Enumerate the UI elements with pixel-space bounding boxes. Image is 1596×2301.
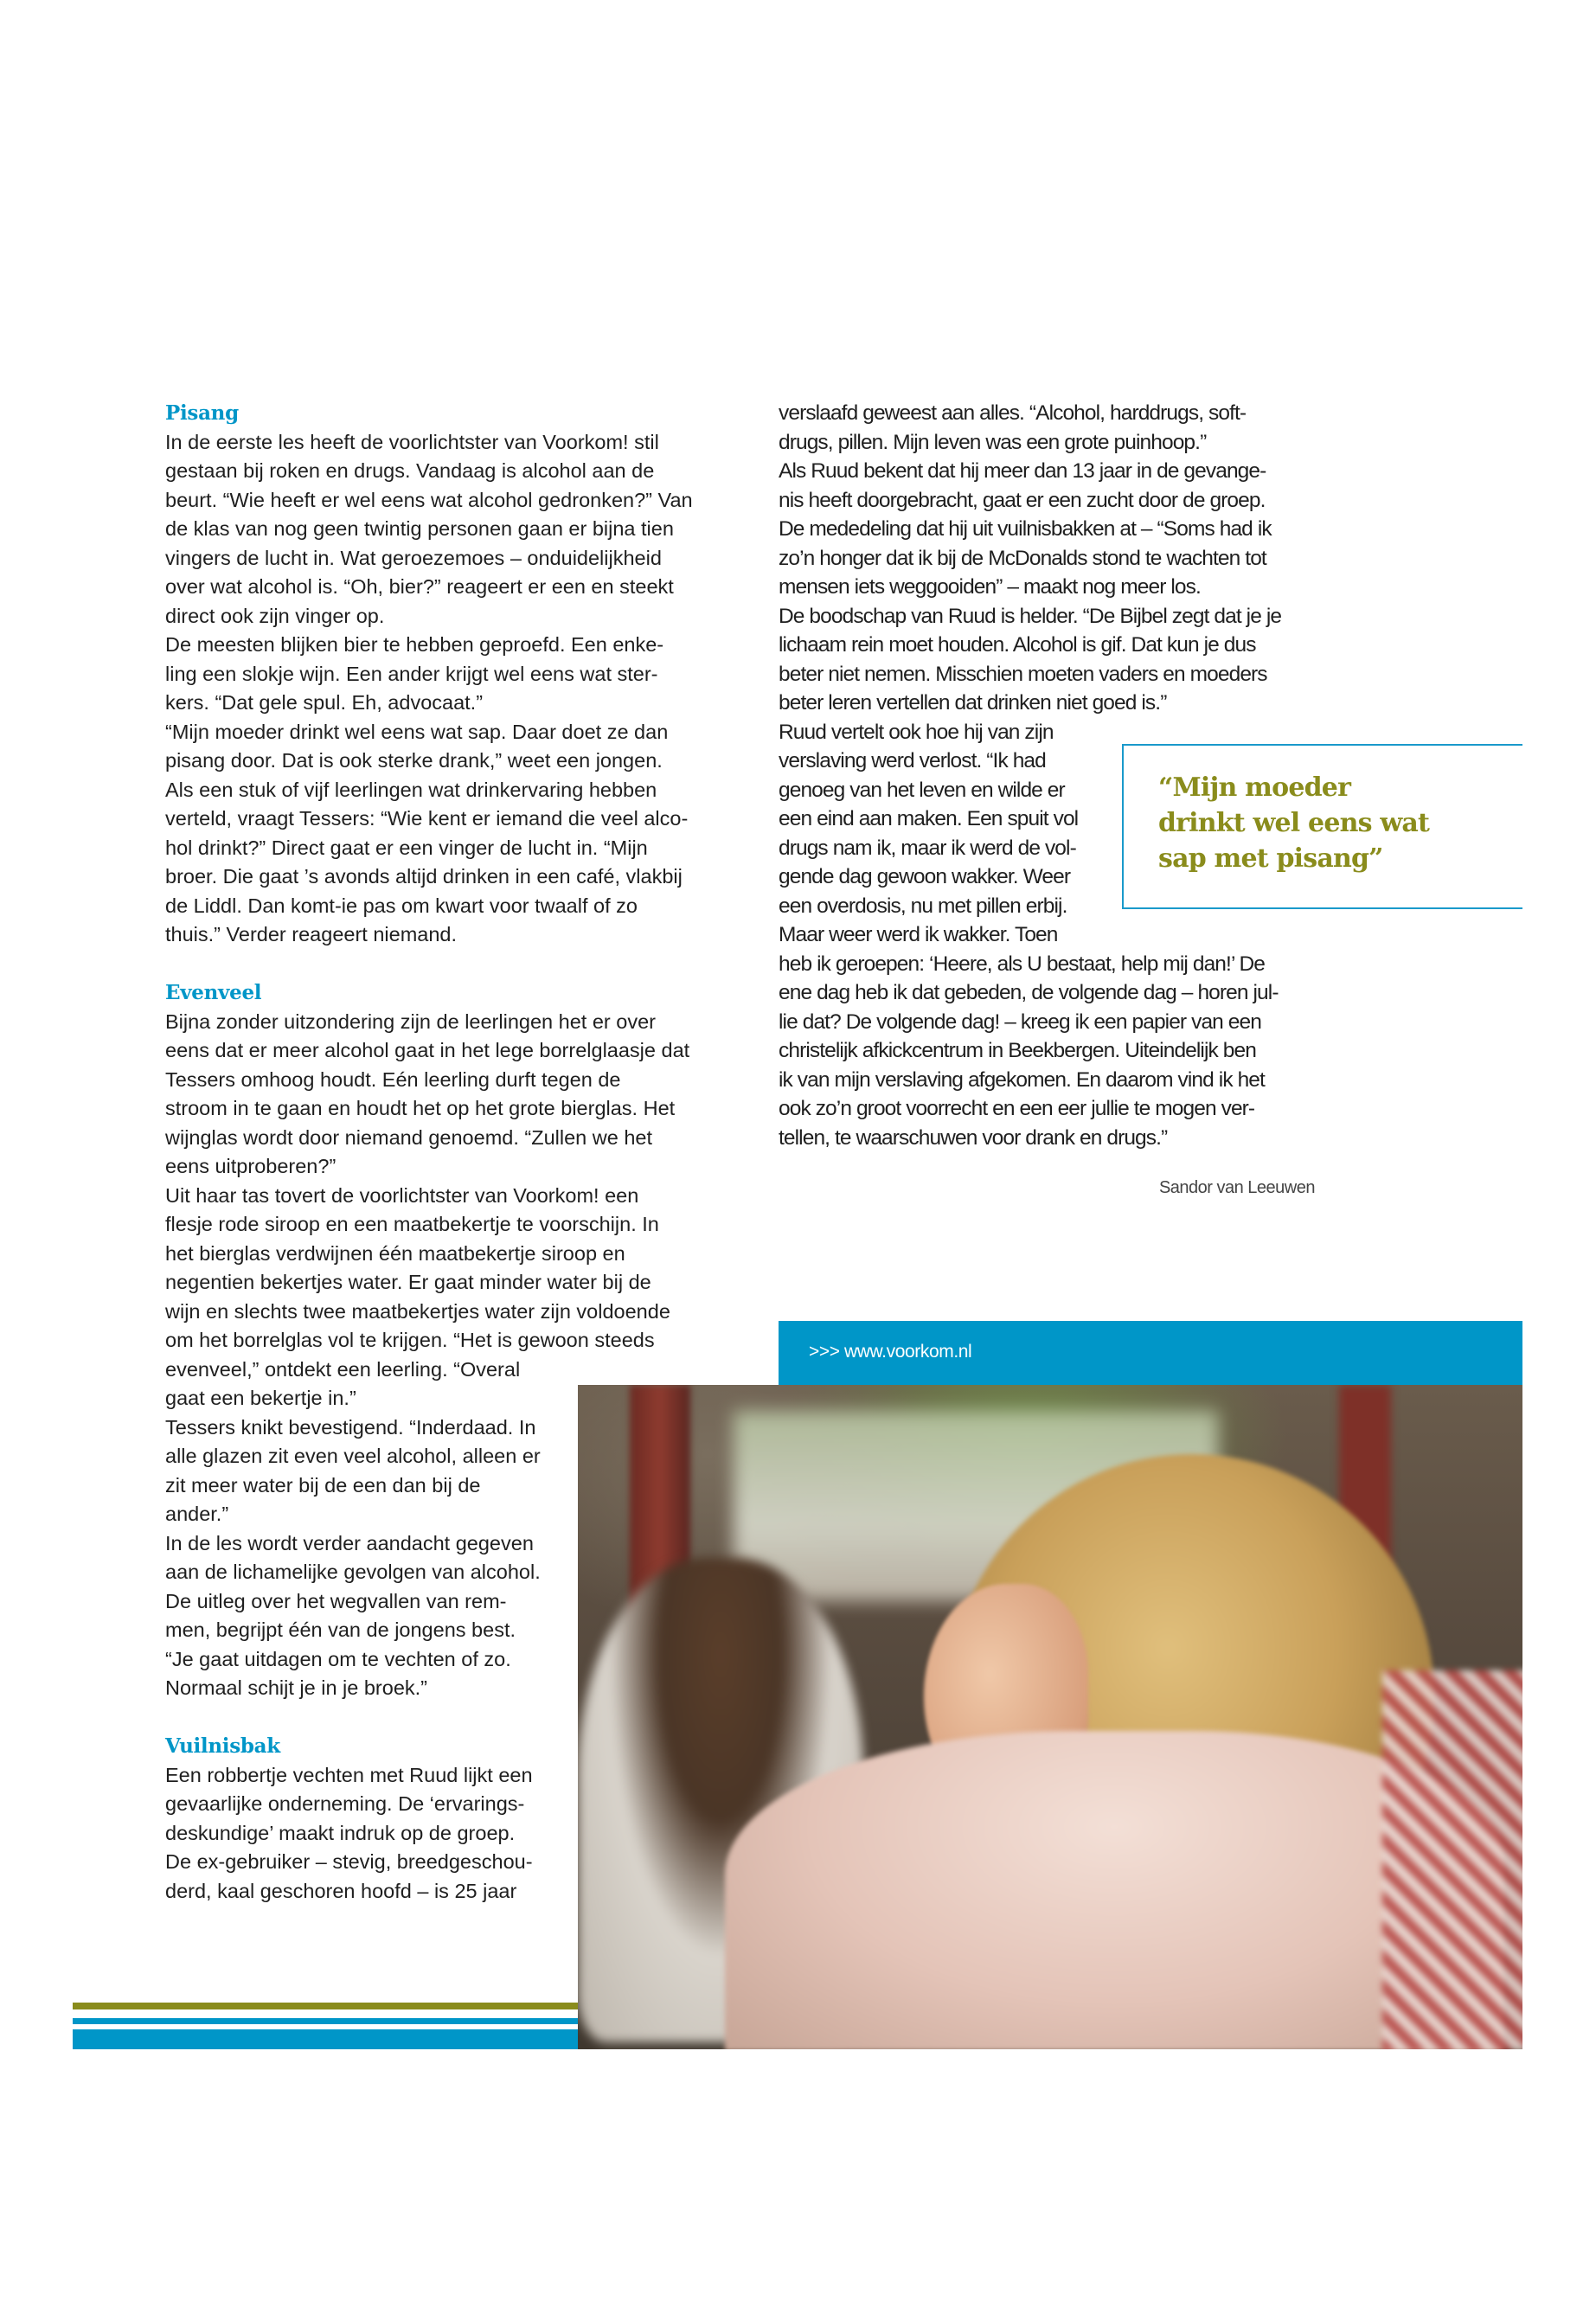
body-text-line: verslaving werd verlost. “Ik had [779,749,1046,772]
body-text-line: hol drinkt?” Direct gaat er een vinger de lucht in. “Mijn [165,836,648,859]
body-text-line: De boodschap van Ruud is helder. “De Bijbel zegt dat je je [779,604,1282,628]
pull-quote-text [1158,770,1429,876]
body-text-line: Uit haar tas tovert de voorlichtster van Voorkom! een [165,1183,639,1207]
body-text-line: ander.” [165,1503,229,1525]
body-text-line: lie dat? De volgende dag! – kreeg ik een papier van een [779,1009,1261,1034]
body-text-line: het bierglas verdwijnen één maatbekertje siroop en [165,1241,625,1265]
body-text-line: kers. “Dat gele spul. Eh, advocaat.” [165,691,484,714]
body-text-line: De uitleg over het wegvallen van rem- [165,1589,507,1612]
body-text-line: een overdosis, nu met pillen erbij. [779,894,1067,918]
body-text-line: thuis.” Verder reageert niemand. [165,923,458,945]
body-text-line: “Je gaat uitdagen om te vechten of zo. [165,1647,511,1670]
body-text-line: stroom in te gaan en houdt het op het grote bierglas. Het [165,1097,676,1119]
section-heading: Evenveel [165,981,262,1004]
body-text-line: heb ik geroepen: ‘Heere, als U bestaat, help mij dan!’ De [779,952,1266,976]
body-text-line: direct ook zijn vinger op. [165,604,385,627]
body-text-line: genoeg van het leven en wilde er [779,778,1065,802]
pull-quote-line: sap met pisang” [1158,843,1383,874]
body-text-line: christelijk afkickcentrum in Beekbergen. Uiteindelijk ben [779,1039,1256,1062]
body-text-line: gende dag gewoon wakker. Weer [779,865,1071,888]
body-text-line: broer. Die gaat ’s avonds altijd drinken in een café, vlakbij [165,865,683,888]
body-text-line: Tessers knikt bevestigend. “Inderdaad. In [165,1415,536,1439]
body-text-line: om het borrelglas vol te krijgen. “Het is gewoon steeds [165,1329,655,1351]
body-text-line: wijn en slechts twee maatbekertjes water zijn voldoende [165,1299,670,1323]
decorative-stripe-blue-thin [73,2018,578,2024]
body-text-line: Bijna zonder uitzondering zijn de leerlingen het er over [165,1009,656,1033]
paragraph-spacer [165,950,719,979]
body-text-line: tellen, te waarschuwen voor drank en drugs.” [779,1125,1168,1150]
body-text-line: men, begrijpt één van de jongens best. [165,1618,516,1641]
section-heading: Pisang [165,401,239,425]
body-text-line: Als Ruud bekent dat hij meer dan 13 jaar in de gevange- [779,459,1266,483]
body-text-line: de klas van nog geen twintig personen gaan er bijna tien [165,517,674,540]
body-text-line: In de les wordt verder aandacht gegeven [165,1531,534,1554]
body-text-line: ene dag heb ik dat gebeden, de volgende dag – horen jul- [779,981,1279,1004]
body-text-line: over wat alcohol is. “Oh, bier?” reageert er een en steekt [165,575,674,598]
body-text-line: beter niet nemen. Misschien moeten vaders en moeders [779,662,1267,686]
body-text-line: “Mijn moeder drinkt wel eens wat sap. Daar doet ze dan [165,720,669,743]
body-text-line: pisang door. Dat is ook sterke drank,” weet een jongen. [165,749,663,772]
body-text-line: Tessers omhoog houdt. Eén leerling durft tegen de [165,1067,621,1091]
pull-quote-line: drinkt wel eens wat [1158,808,1430,838]
body-text-line: drugs, pillen. Mijn leven was een grote puinhoop.” [779,430,1207,454]
body-text-line: verteld, vraagt Tessers: “Wie kent er iemand die veel alco- [165,807,689,830]
body-text-line: deskundige’ maakt indruk op de groep. [165,1821,516,1844]
body-text-line: Ruud vertelt ook hoe hij van zijn [779,720,1054,744]
body-text-line: negentien bekertjes water. Er gaat minder water bij de [165,1271,651,1293]
body-text-line: evenveel,” ontdekt een leerling. “Overal [165,1357,521,1381]
article-author: Sandor van Leeuwen [1158,1178,1315,1197]
body-text-line: verslaafd geweest aan alles. “Alcohol, harddrugs, soft- [779,401,1247,425]
body-text-line: ook zo’n groot voorrecht en een eer jullie te mogen ver- [779,1097,1255,1120]
pull-quote-line: “Mijn moeder [1158,772,1351,803]
classroom-photo [578,1385,1522,2049]
section-heading: Vuilnisbak [165,1734,280,1758]
website-banner [779,1321,1522,1385]
body-text-line: De meesten blijken bier te hebben geproefd. Een enke- [165,633,664,656]
body-text-line: zit meer water bij de een dan bij de [165,1473,481,1497]
body-text-line: alle glazen zit even veel alcohol, alleen er [165,1445,541,1467]
body-text-line: beter leren vertellen dat drinken niet goed is.” [779,691,1167,715]
body-text-line: de Liddl. Dan komt-ie pas om kwart voor twaalf of zo [165,894,638,917]
body-text-line: Als een stuk of vijf leerlingen wat drinkervaring hebben [165,778,657,801]
body-text-line: De ex-gebruiker – stevig, breedgeschou- [165,1850,533,1873]
body-text-line: wijnglas wordt door niemand genoemd. “Zullen we het [165,1125,653,1149]
decorative-stripe-blue-thick [73,2029,578,2049]
body-text-line: aan de lichamelijke gevolgen van alcohol. [165,1561,541,1583]
pull-quote-box [1122,744,1522,909]
body-text-line: vingers de lucht in. Wat geroezemoes – onduidelijkheid [165,546,662,569]
body-text-line: flesje rode siroop en een maatbekertje te voorschijn. In [165,1213,659,1235]
body-text-line: gevaarlijke onderneming. De ‘ervarings- [165,1792,525,1815]
body-text-line: drugs nam ik, maar ik werd de vol- [779,836,1076,860]
body-text-line: derd, kaal geschoren hoofd – is 25 jaar [165,1879,517,1902]
body-text-line: nis heeft doorgebracht, gaat er een zucht door de groep. [779,488,1266,512]
body-text-line: ling een slokje wijn. Een ander krijgt wel eens wat ster- [165,662,658,685]
body-text-line: lichaam rein moet houden. Alcohol is gif. Dat kun je dus [779,633,1256,657]
body-text-line: eens dat er meer alcohol gaat in het lege borrelglaasje dat [165,1039,690,1061]
body-text-line: een eind aan maken. Een spuit vol [779,807,1079,830]
body-text-line: ik van mijn verslaving afgekomen. En daarom vind ik het [779,1067,1265,1092]
body-text-line: Een robbertje vechten met Ruud lijkt een [165,1763,533,1786]
body-text-line: In de eerste les heeft de voorlichtster van Voorkom! stil [165,430,659,453]
website-link[interactable]: >>> www.voorkom.nl [809,1342,972,1362]
photo-right-person [1382,1670,1522,2049]
body-text-line: Maar weer werd ik wakker. Toen [779,923,1058,946]
body-text-line: eens uitproberen?” [165,1155,337,1177]
body-text-line: mensen iets weggooiden” – maakt nog meer los. [779,575,1201,599]
body-text-line: gestaan bij roken en drugs. Vandaag is alcohol aan de [165,459,655,482]
decorative-stripe-olive [73,2003,578,2009]
body-text-line: Normaal schijt je in je broek.” [165,1676,427,1699]
body-text-line: De mededeling dat hij uit vuilnisbakken at – “Soms had ik [779,517,1272,541]
body-text-line: zo’n honger dat ik bij de McDonalds stond te wachten tot [779,546,1266,570]
body-text-line: beurt. “Wie heeft er wel eens wat alcohol gedronken?” Van [165,488,693,511]
body-text-line: gaat een bekertje in.” [165,1387,356,1409]
